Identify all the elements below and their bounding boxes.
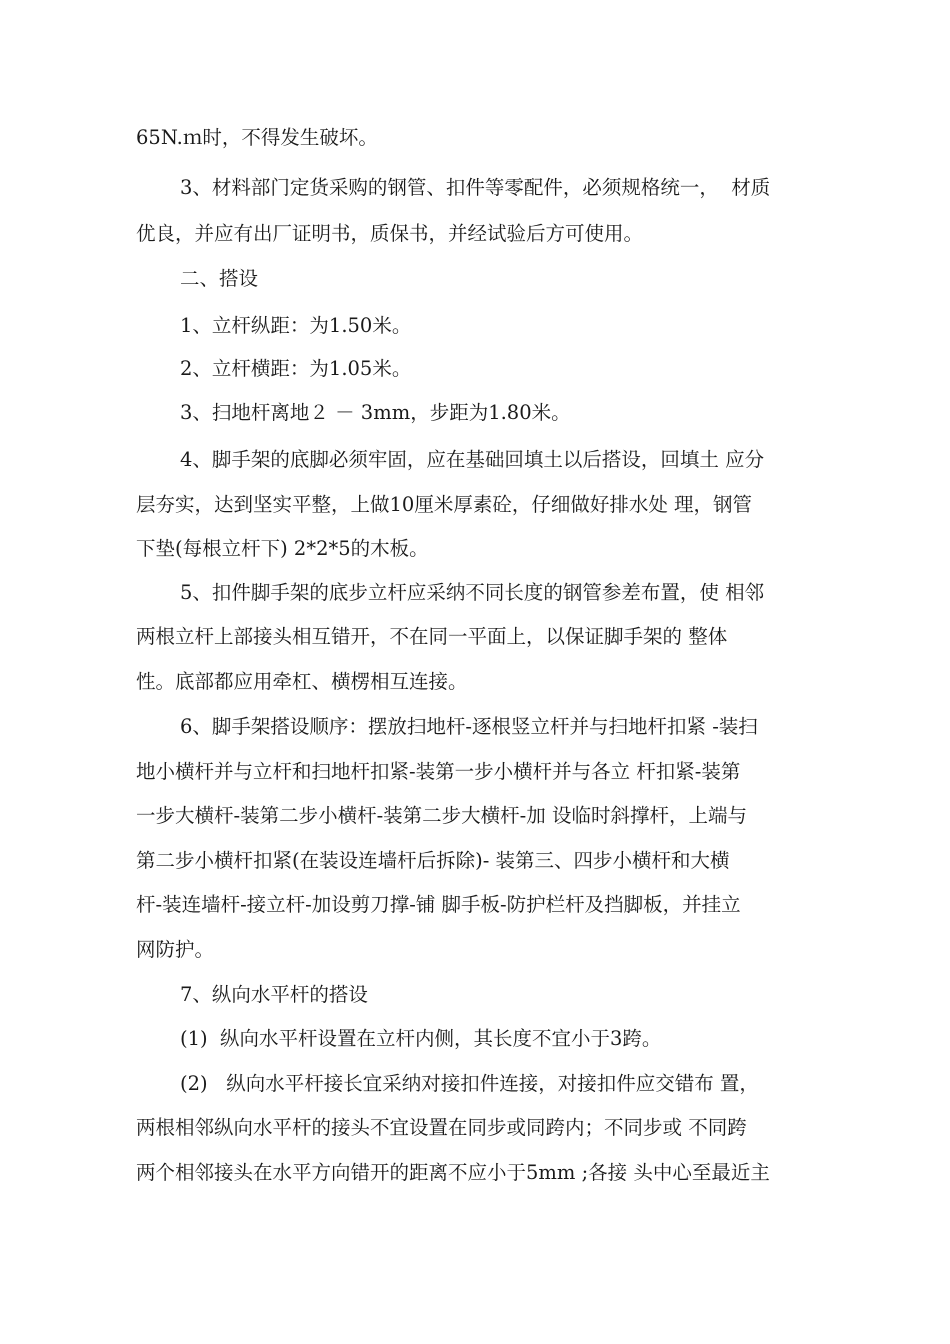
text-line: 性。底部都应用牵杠、横楞相互连接。 (136, 670, 468, 693)
text-line: 4、脚手架的底脚必须牢固，应在基础回填土以后搭设，回填土 应分 (180, 448, 765, 471)
section-heading: 二、搭设 (180, 267, 259, 290)
text-line: 5、扣件脚手架的底步立杆应采纳不同长度的钢管参差布置，使 相邻 (180, 581, 765, 604)
text-line: 6、脚手架搭设顺序：摆放扫地杆-逐根竖立杆并与扫地杆扣紧 -装扫 (180, 715, 758, 738)
text-line: 地小横杆并与立杆和扫地杆扣紧-装第一步小横杆并与各立 杆扣紧-装第 (136, 760, 741, 783)
text-line: 3、材料部门定货采购的钢管、扣件等零配件，必须规格统一， 材质 (180, 176, 771, 199)
text-line: 层夯实，达到坚实平整，上做10厘米厚素砼，仔细做好排水处 理，钢管 (136, 493, 753, 516)
text-line: (2) 纵向水平杆接长宜采纳对接扣件连接，对接扣件应交错布 置， (180, 1072, 759, 1095)
text-line: 两个相邻接头在水平方向错开的距离不应小于5mm ;各接 头中心至最近主 (136, 1161, 770, 1184)
text-line: 下垫(每根立杆下) 2*2*5的木板。 (136, 537, 429, 560)
text-line: 第二步小横杆扣紧(在装设连墙杆后拆除)- 装第三、四步小横杆和大横 (136, 849, 730, 872)
text-line: 3、扫地杆离地２ － 3mm，步距为1.80米。 (180, 401, 571, 424)
text-line: 两根相邻纵向水平杆的接头不宜设置在同步或同跨内；不同步或 不同跨 (136, 1116, 747, 1139)
text-line: 1、立杆纵距：为1.50米。 (180, 314, 412, 337)
text-line: 优良，并应有出厂证明书，质保书，并经试验后方可使用。 (136, 222, 644, 245)
text-line: 7、纵向水平杆的搭设 (180, 983, 368, 1006)
text-line: (1) 纵向水平杆设置在立杆内侧，其长度不宜小于3跨。 (180, 1027, 662, 1050)
text-line: 两根立杆上部接头相互错开，不在同一平面上，以保证脚手架的 整体 (136, 625, 728, 648)
text-line: 65N.ｍ时，不得发生破坏。 (136, 126, 378, 149)
text-line: 一步大横杆-装第二步小横杆-装第二步大横杆-加 设临时斜撑杆，上端与 (136, 804, 747, 827)
text-line: 杆-装连墙杆-接立杆-加设剪刀撑-铺 脚手板-防护栏杆及挡脚板，并挂立 (136, 893, 741, 916)
text-line: 2、立杆横距：为1.05米。 (180, 357, 412, 380)
text-line: 网防护。 (136, 938, 215, 961)
